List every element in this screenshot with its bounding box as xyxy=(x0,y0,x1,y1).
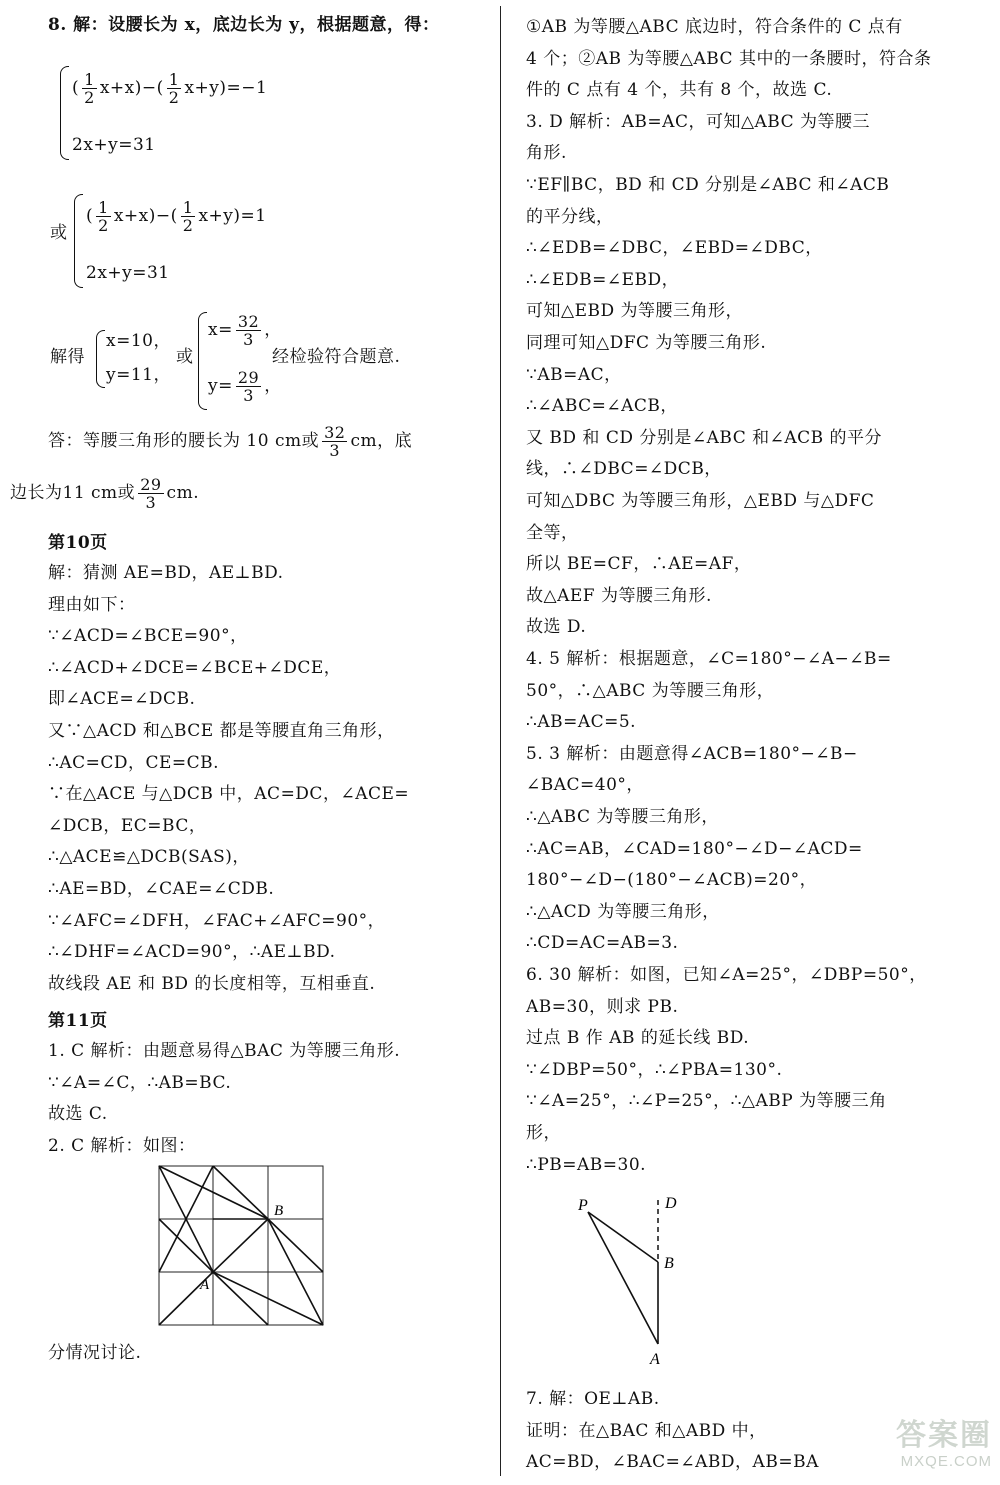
frac-den: 3 xyxy=(145,493,157,512)
frac-num: 1 xyxy=(182,198,194,217)
grid-point-label-A: A xyxy=(200,1277,210,1293)
frac-num: 32 xyxy=(237,312,260,331)
answer-part-d: cm. xyxy=(166,483,200,503)
fraction-half xyxy=(82,71,97,106)
watermark-logo-text: 答案圈 xyxy=(896,1418,992,1453)
sys2-eq1-part-b: x+x)−( xyxy=(113,206,178,226)
text-line: 3. D 解析：AB=AC，可知△ABC 为等腰三 xyxy=(526,111,871,132)
or-label-2: 或 xyxy=(176,347,194,367)
text-line: 角形. xyxy=(526,143,567,164)
text-line: 可知△EBD 为等腰三角形， xyxy=(526,301,744,322)
text-line: 所以 BE=CF，∴AE=AF， xyxy=(526,554,752,575)
text-line: 件的 C 点有 4 个，共有 8 个，故选 C. xyxy=(526,80,833,101)
text-line: 同理可知△DFC 为等腰三角形. xyxy=(526,333,767,353)
point-label-B: B xyxy=(664,1255,674,1272)
text-line: ∴∠ABC=∠ACB， xyxy=(526,396,678,417)
frac-den: 2 xyxy=(98,216,109,235)
text-line: 形， xyxy=(526,1123,561,1143)
text-line: ①AB 为等腰△ABC 底边时，符合条件的 C 点有 xyxy=(526,17,903,37)
text-line: AB=30，则求 PB. xyxy=(526,996,679,1017)
page-11-heading: 第11页 xyxy=(48,1011,108,1031)
sol2-y: y= $\frac{29}{3}$ ， xyxy=(208,368,282,405)
text-line: 解：猜测 AE=BD，AE⊥BD. xyxy=(48,563,284,583)
page-10-heading: 第10页 xyxy=(48,533,108,553)
fraction-29-3 xyxy=(138,476,163,511)
frac-den: 3 xyxy=(243,330,254,349)
text-line: 理由如下： xyxy=(48,594,136,615)
frac-num: 1 xyxy=(84,70,95,89)
point-label-P: P xyxy=(578,1197,588,1214)
answer-part-b: cm，底 xyxy=(350,431,413,451)
segment xyxy=(213,1219,268,1272)
frac-num: 32 xyxy=(324,423,346,442)
text-line: ∵∠DBP=50°，∴∠PBA=130°. xyxy=(526,1059,783,1080)
text-line: ∵AB=AC， xyxy=(526,364,622,385)
text-line: 4. 5 解析：根据题意，∠C=180°−∠A−∠B= xyxy=(526,649,892,669)
text-line: 180°−∠D−(180°−∠ACB)=20°， xyxy=(526,870,818,891)
grid-point-label-B: B xyxy=(274,1203,284,1219)
sol2-x: x= $\frac{32}{3}$ ， xyxy=(208,312,282,349)
watermark xyxy=(842,1419,992,1475)
text-line: ∴AB=AC=5. xyxy=(526,712,637,733)
text-line: 线，∴∠DBC=∠DCB， xyxy=(526,459,722,480)
fraction-29-3 xyxy=(236,369,261,404)
text-line: 又∵△ACD 和△BCE 都是等腰直角三角形， xyxy=(48,721,395,741)
text-line: ∴∠DHF=∠ACD=90°，∴AE⊥BD. xyxy=(48,942,336,963)
frac-den: 2 xyxy=(182,216,194,235)
text-line: ∵∠A=∠C，∴AB=BC. xyxy=(48,1072,232,1093)
sol2-y-label: y= xyxy=(208,376,233,396)
or-label: 或 xyxy=(50,223,68,243)
text-line: 即∠ACE=∠DCB. xyxy=(48,689,196,710)
text-line: 2. C 解析：如图： xyxy=(48,1135,196,1156)
solve-label: 解得 xyxy=(50,347,85,367)
text-line: ∴AE=BD，∠CAE=∠CDB. xyxy=(48,879,275,899)
text-line: ∴△ABC 为等腰三角形， xyxy=(526,807,719,827)
solution-brace xyxy=(96,330,105,388)
frac-den: 3 xyxy=(329,441,341,460)
text-line: 故线段 AE 和 BD 的长度相等，互相垂直. xyxy=(48,973,376,994)
text-line: 过点 B 作 AB 的延长线 BD. xyxy=(526,1028,750,1049)
text-line: ∵在△ACE 与△DCB 中，AC=DC，∠ACE= xyxy=(48,784,410,805)
point-label-A: A xyxy=(650,1351,660,1368)
sol1-y: y=11， xyxy=(106,365,171,385)
point-label-D: D xyxy=(665,1195,677,1212)
text-line: 又 BD 和 CD 分别是∠ABC 和∠ACB 的平分 xyxy=(526,427,883,448)
watermark-url: MXQE.COM xyxy=(900,1453,992,1470)
segment xyxy=(213,1166,268,1219)
text-line: 6. 30 解析：如图，已知∠A=25°，∠DBP=50°， xyxy=(526,965,927,985)
text-line: ∠DCB，EC=BC， xyxy=(48,815,207,836)
text-line: 故选 C. xyxy=(48,1104,108,1125)
sys1-eq1-part-b: x+x)−( xyxy=(99,78,164,98)
text-line: ∵EF∥BC，BD 和 CD 分别是∠ABC 和∠ACB xyxy=(526,175,890,195)
sys1-eq1-part-a: ( xyxy=(72,78,80,98)
text-line: ∴AC=CD，CE=CB. xyxy=(48,752,220,773)
text-line: ∴PB=AB=30. xyxy=(526,1154,647,1175)
text-line: 的平分线， xyxy=(526,206,614,227)
text-line: 4 个；②AB 为等腰△ABC 其中的一条腰时，符合条 xyxy=(526,48,932,69)
answer-line-2 xyxy=(10,472,199,514)
text-line: 1. C 解析：由题意易得△BAC 为等腰三角形. xyxy=(48,1041,401,1061)
text-line: 可知△DBC 为等腰三角形，△EBD 与△DFC xyxy=(526,491,875,511)
text-line: ∵∠ACD=∠BCE=90°， xyxy=(48,626,248,647)
frac-den: 2 xyxy=(168,88,180,107)
answer-part-c: 边长为11 cm或 xyxy=(10,483,136,503)
text-line: 全等， xyxy=(526,522,579,543)
sol1-x: x=10， xyxy=(106,331,171,351)
text-line: 故选 D. xyxy=(526,617,587,638)
system-brace xyxy=(60,66,69,160)
grid-figure xyxy=(158,1165,326,1327)
text-line: 5. 3 解析：由题意得∠ACB=180°−∠B− xyxy=(526,743,858,764)
segment-pa xyxy=(588,1212,658,1344)
frac-num: 1 xyxy=(98,198,109,217)
triangle-figure xyxy=(570,1192,690,1372)
system-brace xyxy=(74,194,83,288)
text-line: ∴∠EDB=∠EBD， xyxy=(526,269,680,290)
text-line: 7. 解：OE⊥AB. xyxy=(526,1389,660,1409)
fraction-half xyxy=(96,199,111,234)
frac-num: 29 xyxy=(237,368,260,387)
sys2-eq1-part-a: ( xyxy=(86,206,94,226)
sys2-eq1-part-c: x+y)=1 xyxy=(198,206,267,226)
text-line: ∠BAC=40°， xyxy=(526,775,644,796)
text-line: 证明：在△BAC 和△ABD 中， xyxy=(526,1420,767,1441)
discuss-text: 分情况讨论. xyxy=(48,1343,142,1363)
answer-line-1 xyxy=(48,420,412,462)
frac-num: 29 xyxy=(140,475,162,494)
fraction-half xyxy=(167,71,182,106)
frac-den: 3 xyxy=(243,386,254,405)
text-line: 50°，∴△ABC 为等腰三角形， xyxy=(526,680,775,701)
text-line: ∵∠AFC=∠DFH，∠FAC+∠AFC=90°， xyxy=(48,910,386,931)
segment xyxy=(213,1272,268,1325)
segment-pb xyxy=(588,1212,658,1262)
text-line: ∴∠ACD+∠DCE=∠BCE+∠DCE， xyxy=(48,657,342,678)
text-line: ∴△ACD 为等腰三角形， xyxy=(526,901,720,922)
text-line: ∴AC=AB，∠CAD=180°−∠D−∠ACD= xyxy=(526,838,863,859)
sys1-eq1-part-c: x+y)=−1 xyxy=(184,78,268,98)
text-line: ∴△ACE≌△DCB(SAS)， xyxy=(48,847,250,868)
sys2-eq1 xyxy=(86,196,267,236)
text-line: 故△AEF 为等腰三角形. xyxy=(526,585,712,606)
sys2-eq2: 2x+y=31 xyxy=(86,263,170,283)
segment xyxy=(159,1219,213,1272)
column-divider xyxy=(500,6,501,1476)
fraction-32-3 xyxy=(236,313,261,348)
text-line: ∴∠EDB=∠DBC，∠EBD=∠DBC， xyxy=(526,238,823,259)
solution-brace xyxy=(198,312,207,410)
check-text: 经检验符合题意. xyxy=(272,347,401,367)
fraction-half xyxy=(181,199,196,234)
sol2-x-label: x= xyxy=(208,320,233,340)
segment xyxy=(268,1219,323,1272)
fraction-32-3 xyxy=(322,424,347,459)
text-line: ∴CD=AC=AB=3. xyxy=(526,933,679,954)
frac-den: 2 xyxy=(84,88,95,107)
answer-part-a: 答：等腰三角形的腰长为 10 cm或 xyxy=(48,431,320,451)
text-line: ∵∠A=25°，∴∠P=25°，∴△ABP 为等腰三角 xyxy=(526,1091,887,1112)
frac-num: 1 xyxy=(168,70,180,89)
q8-intro: 8. 解：设腰长为 x，底边长为 y，根据题意，得： xyxy=(48,15,440,35)
text-line: AC=BD，∠BAC=∠ABD，AB=BA xyxy=(526,1452,819,1473)
sys1-eq2: 2x+y=31 xyxy=(72,135,156,155)
sys1-eq1 xyxy=(72,68,267,108)
